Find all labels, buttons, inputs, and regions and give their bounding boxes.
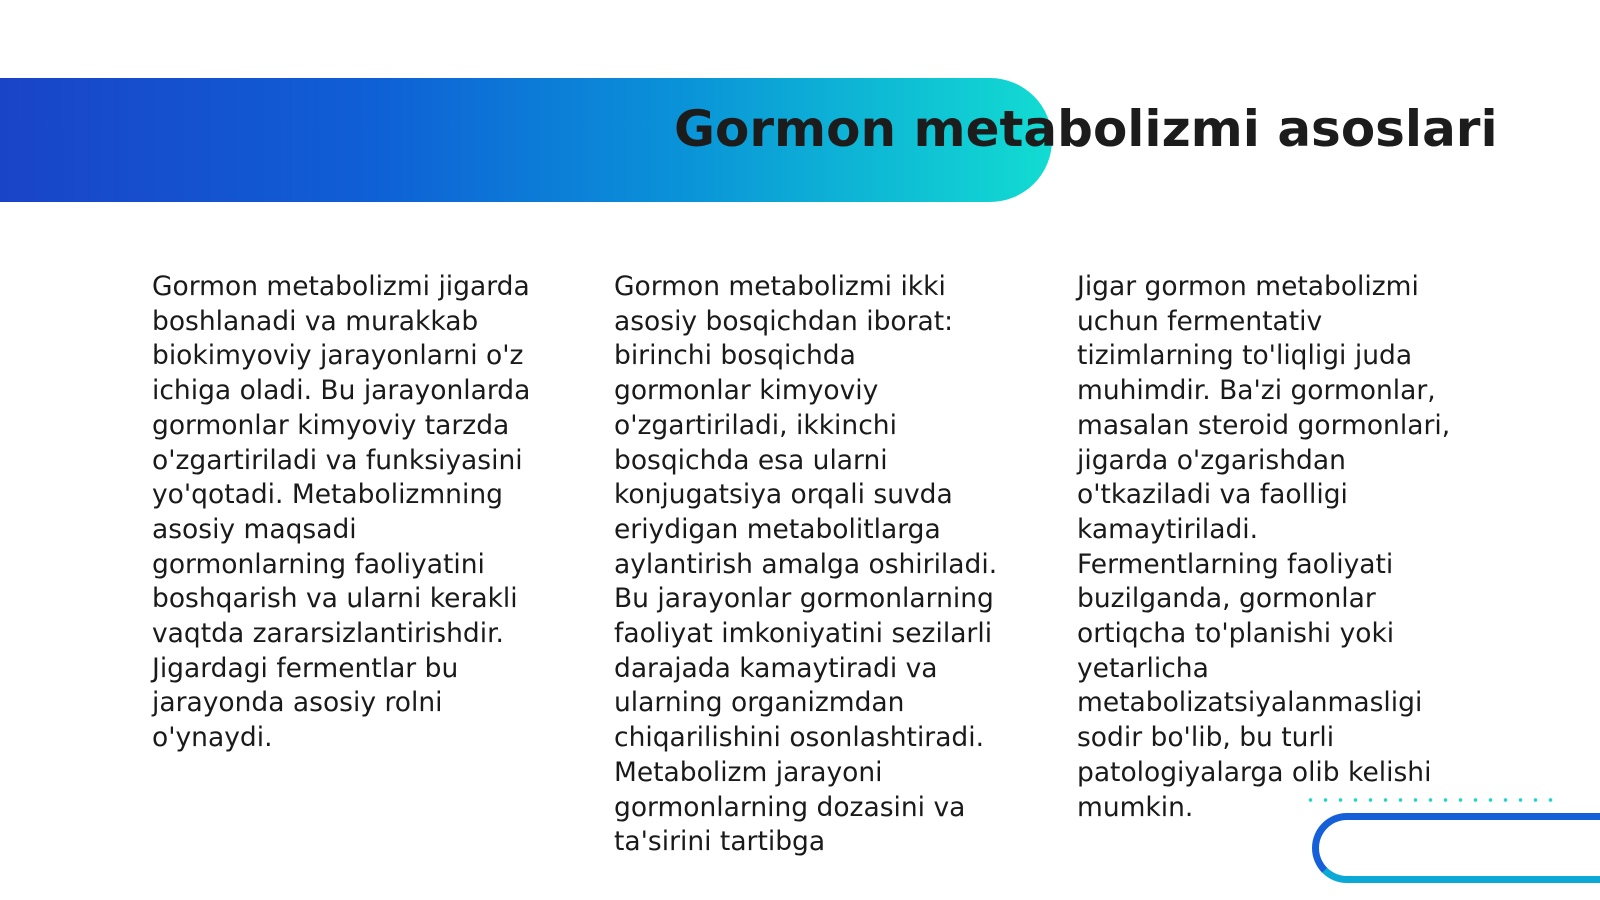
decorative-pill-outline	[1312, 813, 1600, 883]
decorative-dots	[1303, 797, 1563, 803]
slide-title: Gormon metabolizmi asoslari	[674, 100, 1498, 158]
body-column-2: Gormon metabolizmi ikki asosiy bosqichdan iborat: birinchi bosqichda gormonlar kimyoviy o'zgartiriladi, ikkinchi bosqichda esa ularni konjugatsiya orqali suvda eriydigan metabolitlarga aylantirish amalga oshiriladi. Bu jarayonlar gormonlarning faoliyat imkoniyatini sezilarli darajada kamaytiradi va ularning organizmdan chiqarilishini osonlashtiradi. Metabolizm jarayoni gormonlarning dozasini va ta'sirini tartibga	[614, 271, 998, 858]
body-column-3: Jigar gormon metabolizmi uchun fermentativ tizimlarning to'liqligi juda muhimdir. Ba'zi gormonlar, masalan steroid gormonlari, jigarda o'zgarishdan o'tkaziladi va faolligi kamaytiriladi. Fermentlarning faoliyati buzilganda, gormonlar ortiqcha to'planishi yoki yetarlicha metabolizatsiyalanmasligi sodir bo'lib, bu turli patologiyalarga olib kelishi mumkin.	[1077, 271, 1451, 823]
body-column-1: Gormon metabolizmi jigarda boshlanadi va murakkab biokimyoviy jarayonlarni o'z ichiga oladi. Bu jarayonlarda gormonlar kimyoviy tarzda o'zgartiriladi va funksiyasini yo'qotadi. Metabolizmning asosiy maqsadi gormonlarning faoliyatini boshqarish va ularni kerakli vaqtda zararsizlantirishdir. Jigardagi fermentlar bu jarayonda asosiy rolni o'ynaydi.	[152, 271, 531, 754]
